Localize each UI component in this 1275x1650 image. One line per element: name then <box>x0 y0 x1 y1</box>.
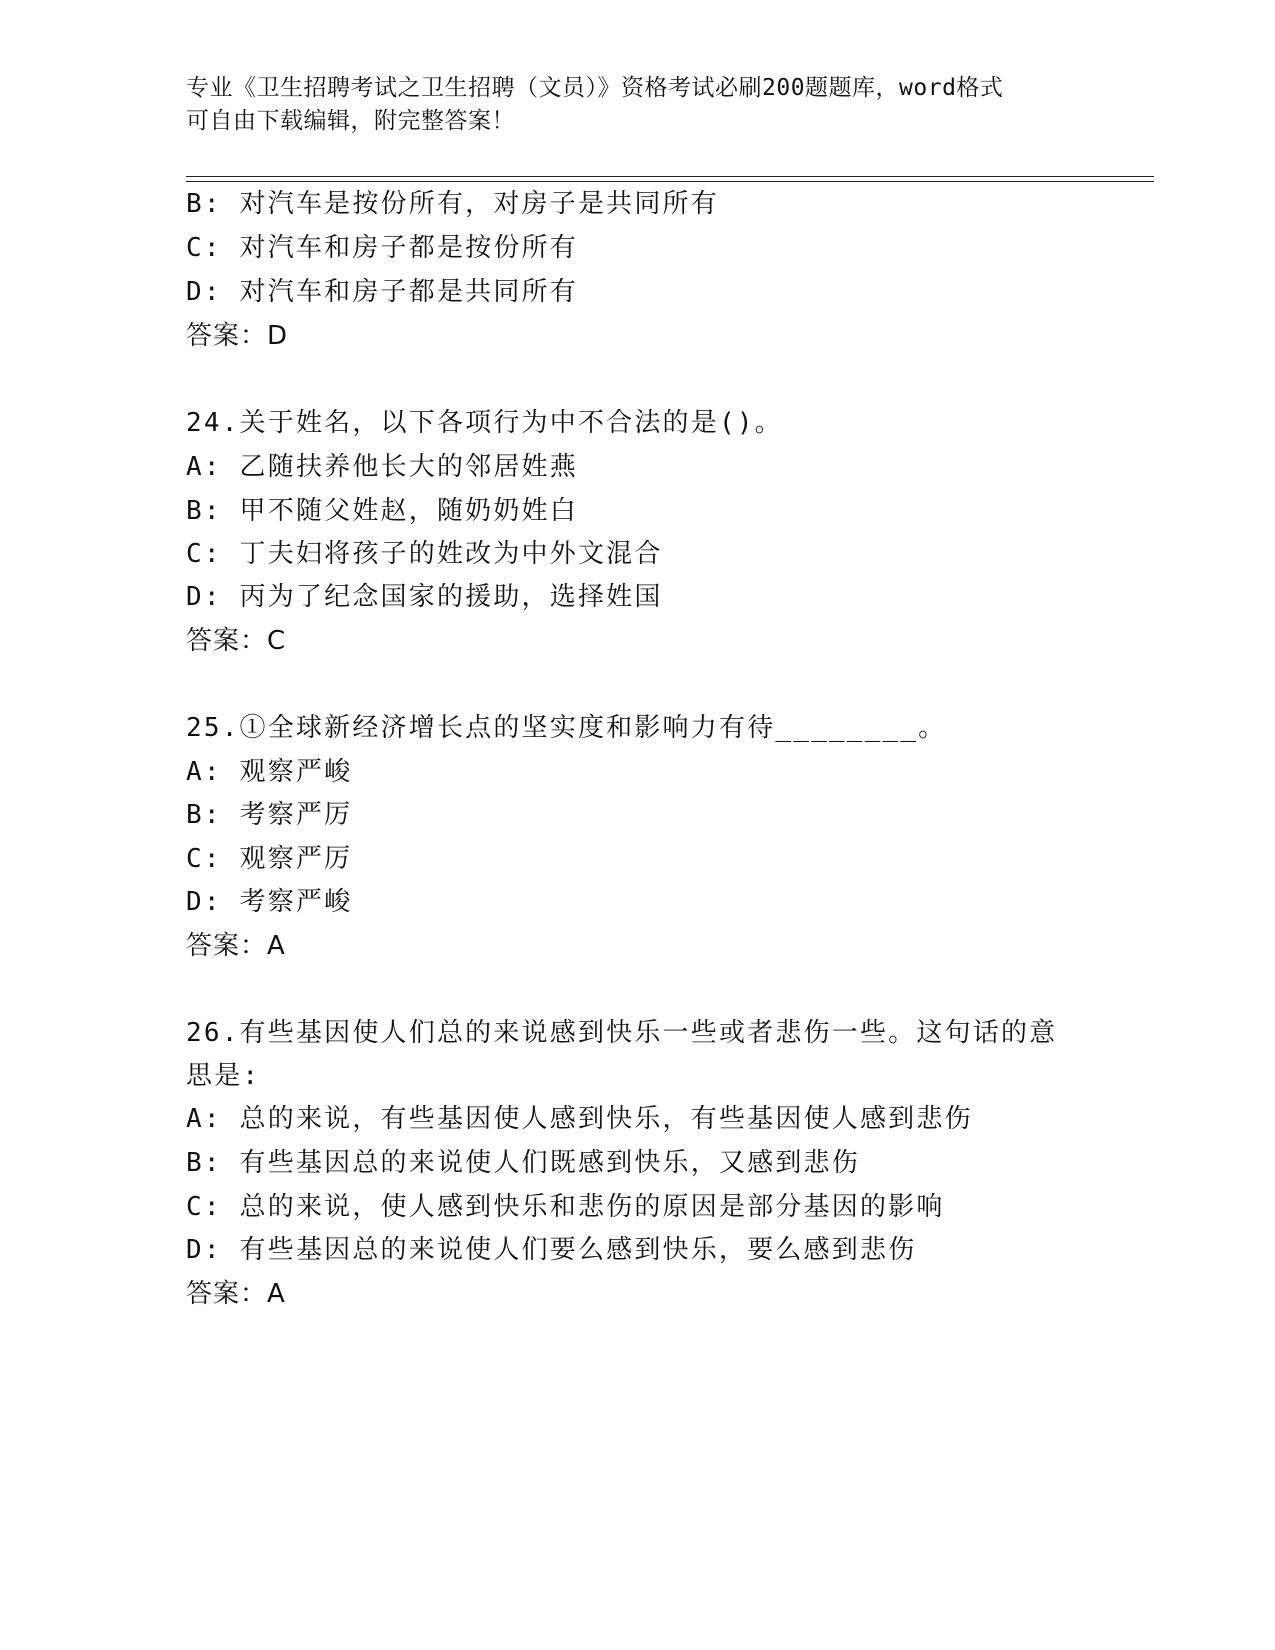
q26-option-b: B: 有些基因总的来说使人们既感到快乐，又感到悲伤 <box>186 1148 860 1178</box>
prev-answer: 答案：D <box>186 321 289 351</box>
q26-option-a: A: 总的来说，有些基因使人感到快乐，有些基因使人感到悲伤 <box>186 1104 973 1134</box>
header-line-1: 专业《卫生招聘考试之卫生招聘（文员）》资格考试必刷200题题库，word格式 <box>186 75 1004 101</box>
header-line-2: 可自由下载编辑，附完整答案！ <box>186 108 515 134</box>
header-divider-bottom <box>186 181 1154 182</box>
q26-question-line-2: 思是: <box>186 1061 261 1091</box>
prev-option-c: C: 对汽车和房子都是按份所有 <box>186 233 578 263</box>
q26-option-c: C: 总的来说，使人感到快乐和悲伤的原因是部分基因的影响 <box>186 1192 945 1222</box>
q26-question-line-1: 26.有些基因使人们总的来说感到快乐一些或者悲伤一些。这句话的意 <box>186 1018 1058 1048</box>
q24-answer: 答案：C <box>186 626 287 656</box>
q24-option-d: D: 丙为了纪念国家的援助，选择姓国 <box>186 582 663 612</box>
q25-option-b: B: 考察严厉 <box>186 800 353 830</box>
q24-option-c: C: 丁夫妇将孩子的姓改为中外文混合 <box>186 539 663 569</box>
prev-option-b: B: 对汽车是按份所有，对房子是共同所有 <box>186 189 719 219</box>
q26-option-d: D: 有些基因总的来说使人们要么感到快乐，要么感到悲伤 <box>186 1235 917 1265</box>
q25-option-a: A: 观察严峻 <box>186 757 353 787</box>
document-header <box>186 72 1086 138</box>
q24-option-a: A: 乙随扶养他长大的邻居姓燕 <box>186 452 578 482</box>
header-divider-top <box>186 176 1154 177</box>
q24-option-b: B: 甲不随父姓赵，随奶奶姓白 <box>186 496 578 526</box>
q25-option-d: D: 考察严峻 <box>186 887 353 917</box>
q24-question: 24.关于姓名，以下各项行为中不合法的是()。 <box>186 408 783 438</box>
q25-answer: 答案：A <box>186 931 286 961</box>
prev-option-d: D: 对汽车和房子都是共同所有 <box>186 277 578 307</box>
q26-answer: 答案：A <box>186 1279 286 1309</box>
q25-question: 25.①全球新经济增长点的坚实度和影响力有待________。 <box>186 713 947 743</box>
q25-option-c: C: 观察严厉 <box>186 844 353 874</box>
